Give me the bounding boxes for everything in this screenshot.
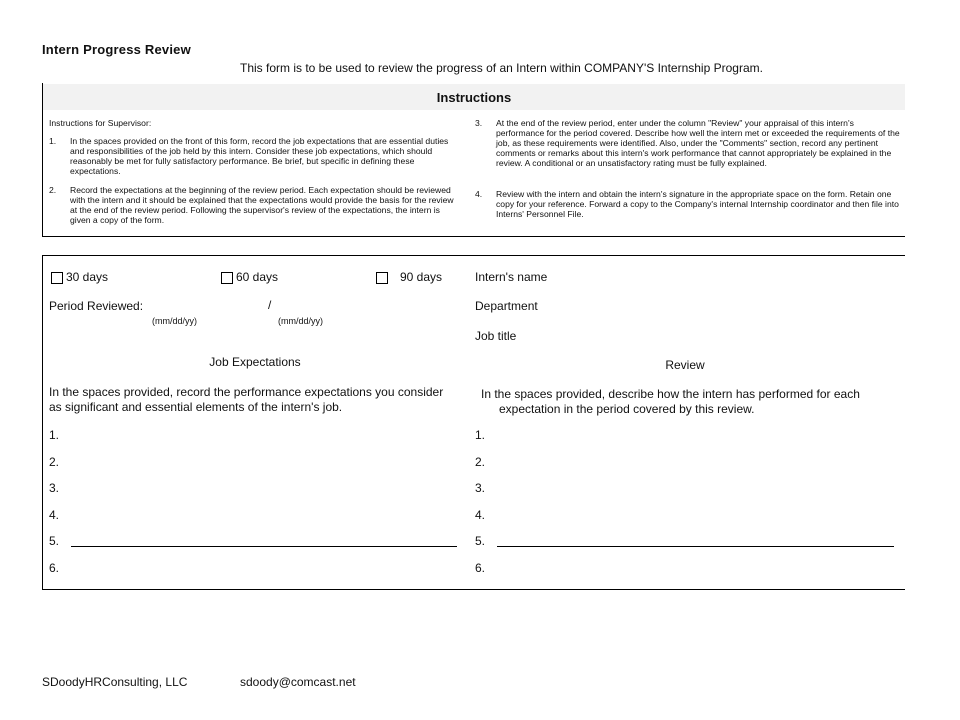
instruction-number: 4. — [475, 189, 483, 199]
instruction-number: 3. — [475, 118, 483, 128]
date-format-start: (mm/dd/yy) — [152, 316, 197, 326]
instruction-text: At the end of the review period, enter under the column "Review" your appraisal of this intern's performance for the period covered. Describe how well the intern met or exceeded the requirements of the job, as these requirements were identified. Also, under the "Comments" section, record any pertinent comments or remarks about this intern's work performance that cannot appropriately be explained in the review. A conditional or an unsatisfactory rating must be fully explained. — [496, 118, 900, 168]
review-number-3: 3. — [475, 481, 486, 495]
expectation-number-2: 2. — [49, 455, 60, 469]
instruction-text: Review with the intern and obtain the intern's signature in the appropriate space on the form. Retain one copy for your reference. Forward a copy to the Company's internal Internship coordinator and then file into Interns' Personnel File. — [496, 189, 899, 219]
expectation-number-3: 3. — [49, 481, 60, 495]
review-number-6: 6. — [475, 561, 486, 575]
review-number-1: 1. — [475, 428, 486, 442]
review-5-underline — [497, 546, 894, 547]
department-label: Department — [475, 299, 538, 313]
date-separator: / — [268, 298, 272, 312]
job-title-label: Job title — [475, 329, 517, 343]
review-number-2: 2. — [475, 455, 486, 469]
instruction-number: 2. — [49, 185, 57, 195]
date-format-end: (mm/dd/yy) — [278, 316, 323, 326]
job-expectations-heading: Job Expectations — [209, 355, 301, 369]
label-30-days: 30 days — [66, 270, 109, 284]
supervisor-label: Instructions for Supervisor: — [49, 118, 152, 128]
expectation-5-underline — [71, 546, 457, 547]
checkbox-30-days[interactable] — [51, 272, 63, 284]
expectation-number-5: 5. — [49, 534, 60, 548]
job-expectations-instruction: In the spaces provided, record the performance expectations you consider as significant and essential elements of the intern's job. — [49, 385, 444, 414]
label-60-days: 60 days — [236, 270, 279, 284]
label-90-days: 90 days — [400, 270, 443, 284]
expectation-number-4: 4. — [49, 508, 60, 522]
instructions-heading: Instructions — [436, 90, 512, 105]
intern-name-label: Intern's name — [475, 270, 548, 284]
period-reviewed-label: Period Reviewed: — [49, 299, 144, 313]
review-instruction: In the spaces provided, describe how the intern has performed for each expectation in the period covered by this review. — [481, 387, 860, 416]
footer-company: SDoodyHRConsulting, LLC — [42, 675, 188, 689]
expectation-number-6: 6. — [49, 561, 60, 575]
expectation-number-1: 1. — [49, 428, 60, 442]
footer-email: sdoody@comcast.net — [240, 675, 356, 689]
review-heading: Review — [665, 358, 705, 372]
instruction-number: 1. — [49, 136, 57, 146]
form-subtitle: This form is to be used to review the progress of an Intern within COMPANY'S Internship Program. — [240, 61, 763, 75]
checkbox-60-days[interactable] — [221, 272, 233, 284]
instruction-text: In the spaces provided on the front of this form, record the job expectations that are essential duties and responsibilities of the job held by this intern. Consider these job expectations, which should reasonably be met for fully satisfactory performance. Be brief, but specific in defining these expectations. — [70, 136, 449, 176]
form-title: Intern Progress Review — [42, 42, 191, 57]
checkbox-90-days[interactable] — [376, 272, 388, 284]
review-number-5: 5. — [475, 534, 486, 548]
instruction-text: Record the expectations at the beginning of the review period. Each expectation should be reviewed with the intern and it should be explained that the expectations would provide the basis for the review at the end of the review period. Following the supervisor's review of the expectations, the intern is given a copy of the form. — [70, 185, 454, 225]
review-form-box — [42, 255, 905, 590]
review-number-4: 4. — [475, 508, 486, 522]
